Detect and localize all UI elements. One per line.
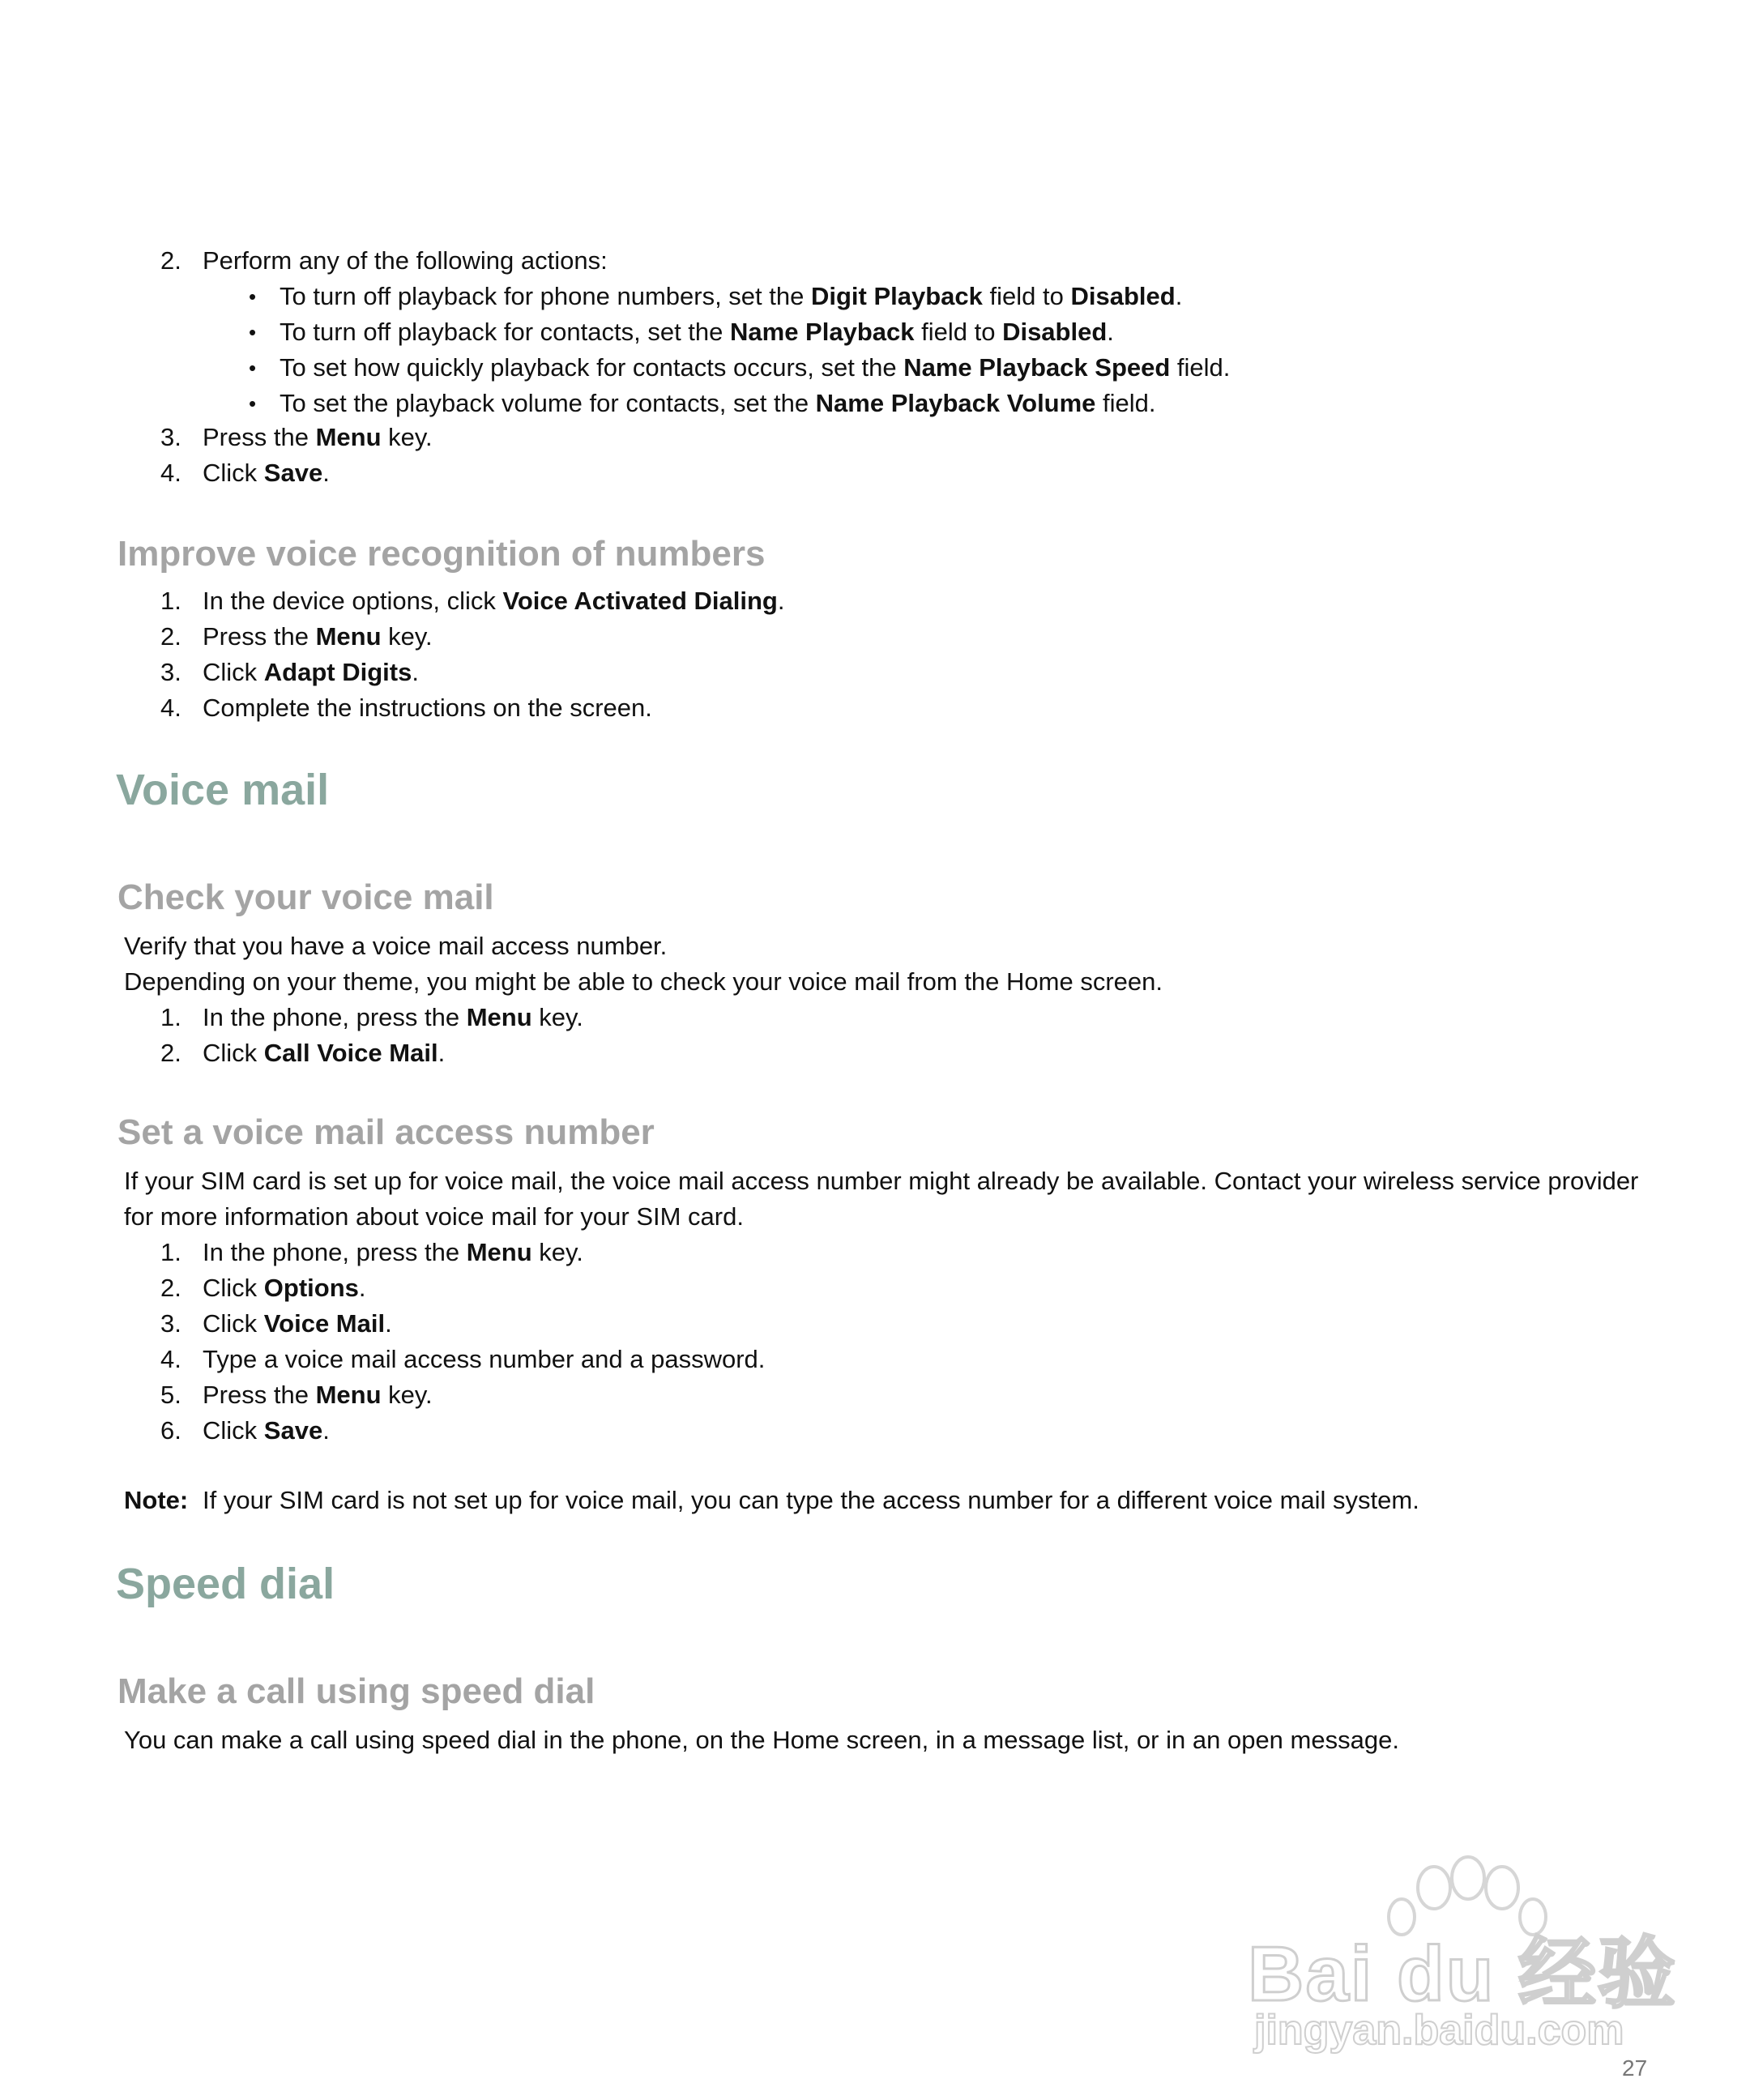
paragraph: Verify that you have a voice mail access number. (124, 932, 668, 960)
paragraph: Depending on your theme, you might be able to check your voice mail from the Home screen. (124, 967, 1163, 996)
step-number: 6. (160, 1416, 181, 1445)
step-text: Press the Menu key. (203, 423, 433, 451)
step-number: 1. (160, 1238, 181, 1266)
step-text: Click Call Voice Mail. (203, 1039, 446, 1067)
watermark-brand: Bai du 经验 (1248, 1931, 1678, 2017)
step-text: Click Save. (203, 459, 330, 487)
bullet-item: To set the playback volume for contacts, set the Name Playback Volume field. (280, 389, 1156, 417)
step-number: 3. (160, 423, 181, 451)
step-text: Complete the instructions on the screen. (203, 694, 652, 722)
section-heading: Set a voice mail access number (117, 1112, 655, 1152)
bullet-item: To turn off playback for phone numbers, set the Digit Playback field to Disabled. (280, 282, 1183, 310)
section-heading: Check your voice mail (117, 877, 494, 917)
bullet-dot: • (249, 356, 257, 380)
step-number: 2. (160, 246, 181, 275)
paragraph: If your SIM card is set up for voice mail, the voice mail access number might already be available. Contact your wireless service provider (124, 1167, 1639, 1195)
step-text: Click Voice Mail. (203, 1309, 392, 1338)
step-number: 4. (160, 459, 181, 487)
step-number: 4. (160, 694, 181, 722)
bullet-dot: • (249, 284, 257, 309)
step-number: 3. (160, 658, 181, 686)
step-text: Click Adapt Digits. (203, 658, 419, 686)
paragraph: for more information about voice mail for your SIM card. (124, 1202, 744, 1231)
bullet-dot: • (249, 391, 257, 416)
step-text: Press the Menu key. (203, 622, 433, 651)
section-heading: Improve voice recognition of numbers (117, 534, 766, 574)
step-text: In the phone, press the Menu key. (203, 1003, 583, 1031)
step-text: Type a voice mail access number and a password. (203, 1345, 766, 1373)
chapter-title: Speed dial (116, 1560, 335, 1608)
paragraph: You can make a call using speed dial in the phone, on the Home screen, in a message list, or in an open message. (124, 1726, 1399, 1754)
bullet-dot: • (249, 320, 257, 344)
note-label: Note: (124, 1486, 189, 1514)
bullet-item: To turn off playback for contacts, set the Name Playback field to Disabled. (280, 318, 1114, 346)
step-number: 3. (160, 1309, 181, 1338)
chapter-title: Voice mail (116, 766, 330, 814)
bullet-item: To set how quickly playback for contacts occurs, set the Name Playback Speed field. (280, 353, 1231, 382)
step-text: Click Options. (203, 1274, 366, 1302)
step-number: 2. (160, 1039, 181, 1067)
step-text: In the phone, press the Menu key. (203, 1238, 583, 1266)
step-number: 2. (160, 1274, 181, 1302)
step-text: In the device options, click Voice Activated Dialing. (203, 587, 785, 615)
step-number: 1. (160, 587, 181, 615)
note-text: If your SIM card is not set up for voice mail, you can type the access number for a different voice mail system. (203, 1486, 1419, 1514)
baidu-watermark (1248, 1847, 1678, 2066)
watermark-url: jingyan.baidu.com (1254, 2007, 1624, 2054)
step-number: 1. (160, 1003, 181, 1031)
step-number: 2. (160, 622, 181, 651)
step-number: 5. (160, 1381, 181, 1409)
section-heading: Make a call using speed dial (117, 1671, 595, 1711)
step-text: Click Save. (203, 1416, 330, 1445)
page-number: 27 (1622, 2055, 1648, 2081)
step-text: Perform any of the following actions: (203, 246, 608, 275)
step-number: 4. (160, 1345, 181, 1373)
step-text: Press the Menu key. (203, 1381, 433, 1409)
